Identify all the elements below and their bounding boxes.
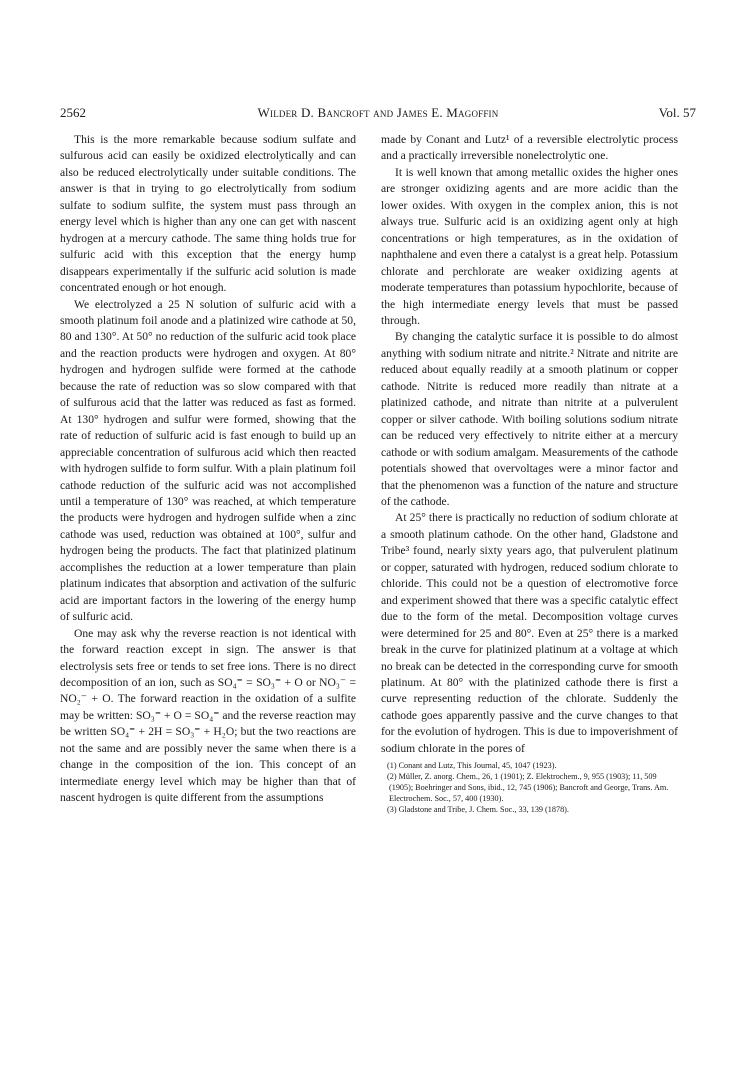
paragraph: It is well known that among metallic oxides the higher ones are stronger oxidizing agents and are more acidic than the lower oxides. With oxygen in the complex anion, this is not always true. Sulfuric acid is an oxidizing agent only at high concentrations or high temperatures, as in the oxidation of naphthalene and even there a catalyst is a great help. Potassium chlorate and perchlorate are weaker oxidizing agents at moderate temperatures than potassium hypochlorite, because of the high intermediate energy levels that must be passed through. xyxy=(381,165,678,327)
paragraph: We electrolyzed a 25 N solution of sulfuric acid with a smooth platinum foil anode and a platinized wire cathode at 50, 80 and 130°. At 50° no reduction of the sulfuric acid took place and the reaction products were hydrogen and oxygen. At 80° hydrogen and hydrogen sulfide were formed at the cathode because the rate of reduction was so slow compared with that of sulfurous acid that the latter was reduced as fast as formed. At 130° hydrogen and sulfur were formed, showing that the rate of reduction of sulfuric acid is fast enough to build up an appreciable concentration of sulfurous acid which then reacted with hydrogen sulfide to form sulfur. With a plain platinum foil cathode reduction of the sulfuric acid was not accomplished until a temperature of 130° was reached, at which temperature the products were hydrogen and hydrogen sulfide when a zinc cathode was used, reduction was obtained at 100°, sulfur and hydrogen being the products. The fact that platinized platinum accomplishes the reduction at a lower temperature than plain platinum indicates that absorption and activation of the sulfuric acid are important factors in the lowering of the energy hump of sulfuric acid. xyxy=(60,297,356,624)
footnote: (3) Gladstone and Tribe, J. Chem. Soc., 33, 139 (1878). xyxy=(387,805,569,815)
footnote: (2) Müller, Z. anorg. Chem., 26, 1 (1901); Z. Elektrochem., 9, 955 (1903); 11, 509 (1905); Boehringer and Sons, ibid., 12, 745 (1906); Bancroft and George, Trans. Am. Electrochem. Soc., 57, 400 (1930). xyxy=(387,772,669,804)
left-column xyxy=(60,132,356,807)
page-number: 2562 xyxy=(60,105,86,120)
paragraph: This is the more remarkable because sodium sulfate and sulfurous acid can easily be oxidized electrolytically and can also be reduced electrolytically under suitable conditions. The answer is that in trying to go electrolytically from sodium sulfate to sodium sulfite, the system must pass through an energy level which is higher than any one can get with nascent hydrogen at a mercury cathode. The same thing holds true for sulfuric acid with this exception that the energy hump disappears experimentally if the sulfuric acid solution is made concentrated enough or hot enough. xyxy=(60,133,356,295)
paragraph: By changing the catalytic surface it is possible to do almost anything with sodium nitrate and nitrite.² Nitrate and nitrite are reduced about equally readily at a smooth platinum or copper cathode. Nitrite is reduced more readily than nitrate at a platinized cathode, and nitrate than nitrite at a pulverulent copper or silver cathode. With boiling solutions sodium nitrate can be reduced very effectively to nitrite either at a mercury cathode or with sodium amalgam. Measurements of the cathode potentials showed that overvoltages were a minor factor and that the phenomenon was a function of the nature and structure of the cathode. xyxy=(381,330,678,508)
paragraph: made by Conant and Lutz¹ of a reversible electrolytic process and a practically irreversible nonelectrolytic one. xyxy=(381,133,678,163)
right-column xyxy=(381,132,678,815)
paragraph: At 25° there is practically no reduction of sodium chlorate at a smooth platinum cathode. On the other hand, Gladstone and Tribe³ found, nearly sixty years ago, that pulverulent platinum or copper, saturated with hydrogen, reduced sodium chlorate to chloride. This could not be a question of electromotive force and experiment showed that there was a specific catalytic effect due to the form of the metal. Decomposition voltage curves were determined for 25 and 80°. Even at 25° there is a marked break in the curve for platinized platinum at a voltage at which no break can be detected in the corresponding curve for smooth platinum. At 80° with the platinized cathode there is first a curve representing reduction of the chlorate. Suddenly the cathode goes apparently passive and the curve changes to that for the evolution of hydrogen. This is due to impoverishment of sodium chlorate in the pores of xyxy=(381,511,678,755)
footnote: (1) Conant and Lutz, This Journal, 45, 1047 (1923). xyxy=(387,761,557,771)
running-head xyxy=(60,104,696,122)
footnotes xyxy=(381,760,678,815)
authors-heading: Wilder D. Bancroft and James E. Magoffin xyxy=(257,105,499,120)
volume-label: Vol. 57 xyxy=(658,105,696,120)
paragraph: One may ask why the reverse reaction is not identical with the forward reaction except in sign. The answer is that electrolysis sets free or tends to set free ions. There is no direct decomposition of an ion, such as SO₄⁼ = SO₃⁼ + O or NO₃⁻ = NO₂⁻ + O. The forward reaction in the oxidation of a sulfite may be written: SO₃⁼ + O = SO₄⁼ and the reverse reaction may be written SO₄⁼ + 2H = SO₃⁼ + H₂O; but the two reactions are not the same and are possibly never the same when there is a change in the composition of the ion. This concept of an intermediate energy level which may be higher than that of nascent hydrogen is quite different from the assumptions xyxy=(60,626,356,805)
